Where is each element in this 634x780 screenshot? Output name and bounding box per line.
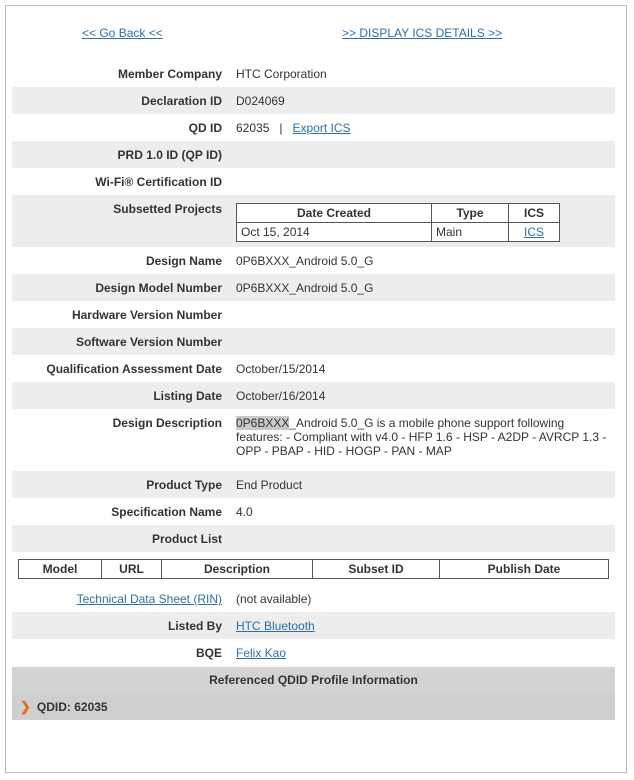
col-date-created: Date Created — [237, 204, 432, 223]
technical-data-sheet-value: (not available) — [236, 592, 312, 606]
software-version-label: Software Version Number — [75, 335, 222, 349]
design-name-label: Design Name — [145, 254, 222, 268]
table-row — [237, 223, 560, 242]
row-subsetted-projects — [12, 195, 615, 247]
design-model-value: 0P6BXXX_Android 5.0_G — [236, 281, 374, 295]
col-description: Description — [162, 560, 313, 579]
row-design-name — [12, 247, 615, 274]
member-company-value: HTC Corporation — [236, 67, 327, 81]
col-url: URL — [102, 560, 162, 579]
product-list-label: Product List — [151, 532, 222, 546]
cell-type: Main — [432, 223, 509, 242]
qdid-expand-toggle[interactable] — [12, 694, 615, 720]
qdid-label: QDID: 62035 — [36, 700, 108, 714]
col-type: Type — [432, 204, 509, 223]
product-type-value: End Product — [236, 478, 303, 492]
bqe-label: BQE — [195, 646, 222, 660]
subsetted-header-row — [237, 204, 560, 223]
subsetted-projects-label: Subsetted Projects — [113, 202, 222, 216]
row-declaration-id — [12, 87, 615, 114]
col-model: Model — [19, 560, 102, 579]
specification-name-label: Specification Name — [111, 505, 222, 519]
row-design-description — [12, 409, 615, 471]
hardware-version-label: Hardware Version Number — [71, 308, 222, 322]
design-description-label: Design Description — [112, 416, 222, 430]
qd-id-value-group — [236, 121, 351, 135]
bqe-link[interactable]: Felix Kao — [236, 646, 287, 660]
specification-name-value: 4.0 — [236, 505, 253, 519]
wifi-cert-label: Wi-Fi® Certification ID — [95, 175, 222, 189]
export-ics-link[interactable]: Export ICS — [292, 121, 351, 135]
row-technical-data-sheet — [12, 585, 615, 612]
col-publish-date: Publish Date — [440, 560, 609, 579]
qualification-date-value: October/15/2014 — [236, 362, 326, 376]
listing-date-value: October/16/2014 — [236, 389, 326, 403]
row-qualification-date — [12, 355, 615, 382]
row-member-company — [12, 60, 615, 87]
prd-id-label: PRD 1.0 ID (QP ID) — [117, 148, 222, 162]
member-company-label: Member Company — [117, 67, 222, 81]
chevron-right-icon: ❯ — [20, 699, 31, 714]
product-table-header-row — [19, 560, 609, 579]
description-highlight: 0P6BXXX — [236, 416, 290, 430]
product-type-label: Product Type — [146, 478, 222, 492]
cell-date-created: Oct 15, 2014 — [237, 223, 432, 242]
row-product-list — [12, 525, 615, 552]
row-listed-by — [12, 612, 615, 639]
product-list-table — [18, 559, 609, 579]
row-wifi-cert — [12, 168, 615, 195]
display-ics-details-link[interactable]: >> DISPLAY ICS DETAILS >> — [342, 26, 503, 40]
row-bqe — [12, 639, 615, 666]
subsetted-projects-table — [236, 203, 560, 242]
row-prd-id — [12, 141, 615, 168]
description-text: _Android 5.0_G is a mobile phone support following features: - Compliant with v4.0 - HFP 1.6 - HSP - A2DP - AVRCP 1.3 - OPP - PBAP - HID - HOGP - PAN - MAP — [236, 416, 607, 458]
design-name-value: 0P6BXXX_Android 5.0_G — [236, 254, 374, 268]
design-description-value — [236, 416, 612, 458]
row-specification-name — [12, 498, 615, 525]
referenced-qdid-header: Referenced QDID Profile Information — [12, 667, 615, 694]
listed-by-label: Listed By — [167, 619, 222, 633]
listed-by-link[interactable]: HTC Bluetooth — [236, 619, 315, 633]
qd-id-separator: | — [279, 121, 283, 135]
cell-ics — [509, 223, 560, 242]
ics-link[interactable]: ICS — [523, 225, 544, 239]
row-hardware-version — [12, 301, 615, 328]
row-qd-id — [12, 114, 615, 141]
declaration-id-label: Declaration ID — [141, 94, 222, 108]
row-listing-date — [12, 382, 615, 409]
listing-date-label: Listing Date — [153, 389, 222, 403]
qd-id-label: QD ID — [188, 121, 222, 135]
declaration-id-value: D024069 — [236, 94, 285, 108]
row-product-type — [12, 471, 615, 498]
col-ics: ICS — [509, 204, 560, 223]
technical-data-sheet-link[interactable]: Technical Data Sheet (RIN) — [76, 592, 222, 606]
qualification-date-label: Qualification Assessment Date — [46, 362, 222, 376]
row-software-version — [12, 328, 615, 355]
design-model-label: Design Model Number — [95, 281, 222, 295]
col-subset-id: Subset ID — [313, 560, 440, 579]
qd-id-value: 62035 — [236, 121, 270, 135]
row-design-model — [12, 274, 615, 301]
go-back-link[interactable]: << Go Back << — [82, 26, 163, 40]
